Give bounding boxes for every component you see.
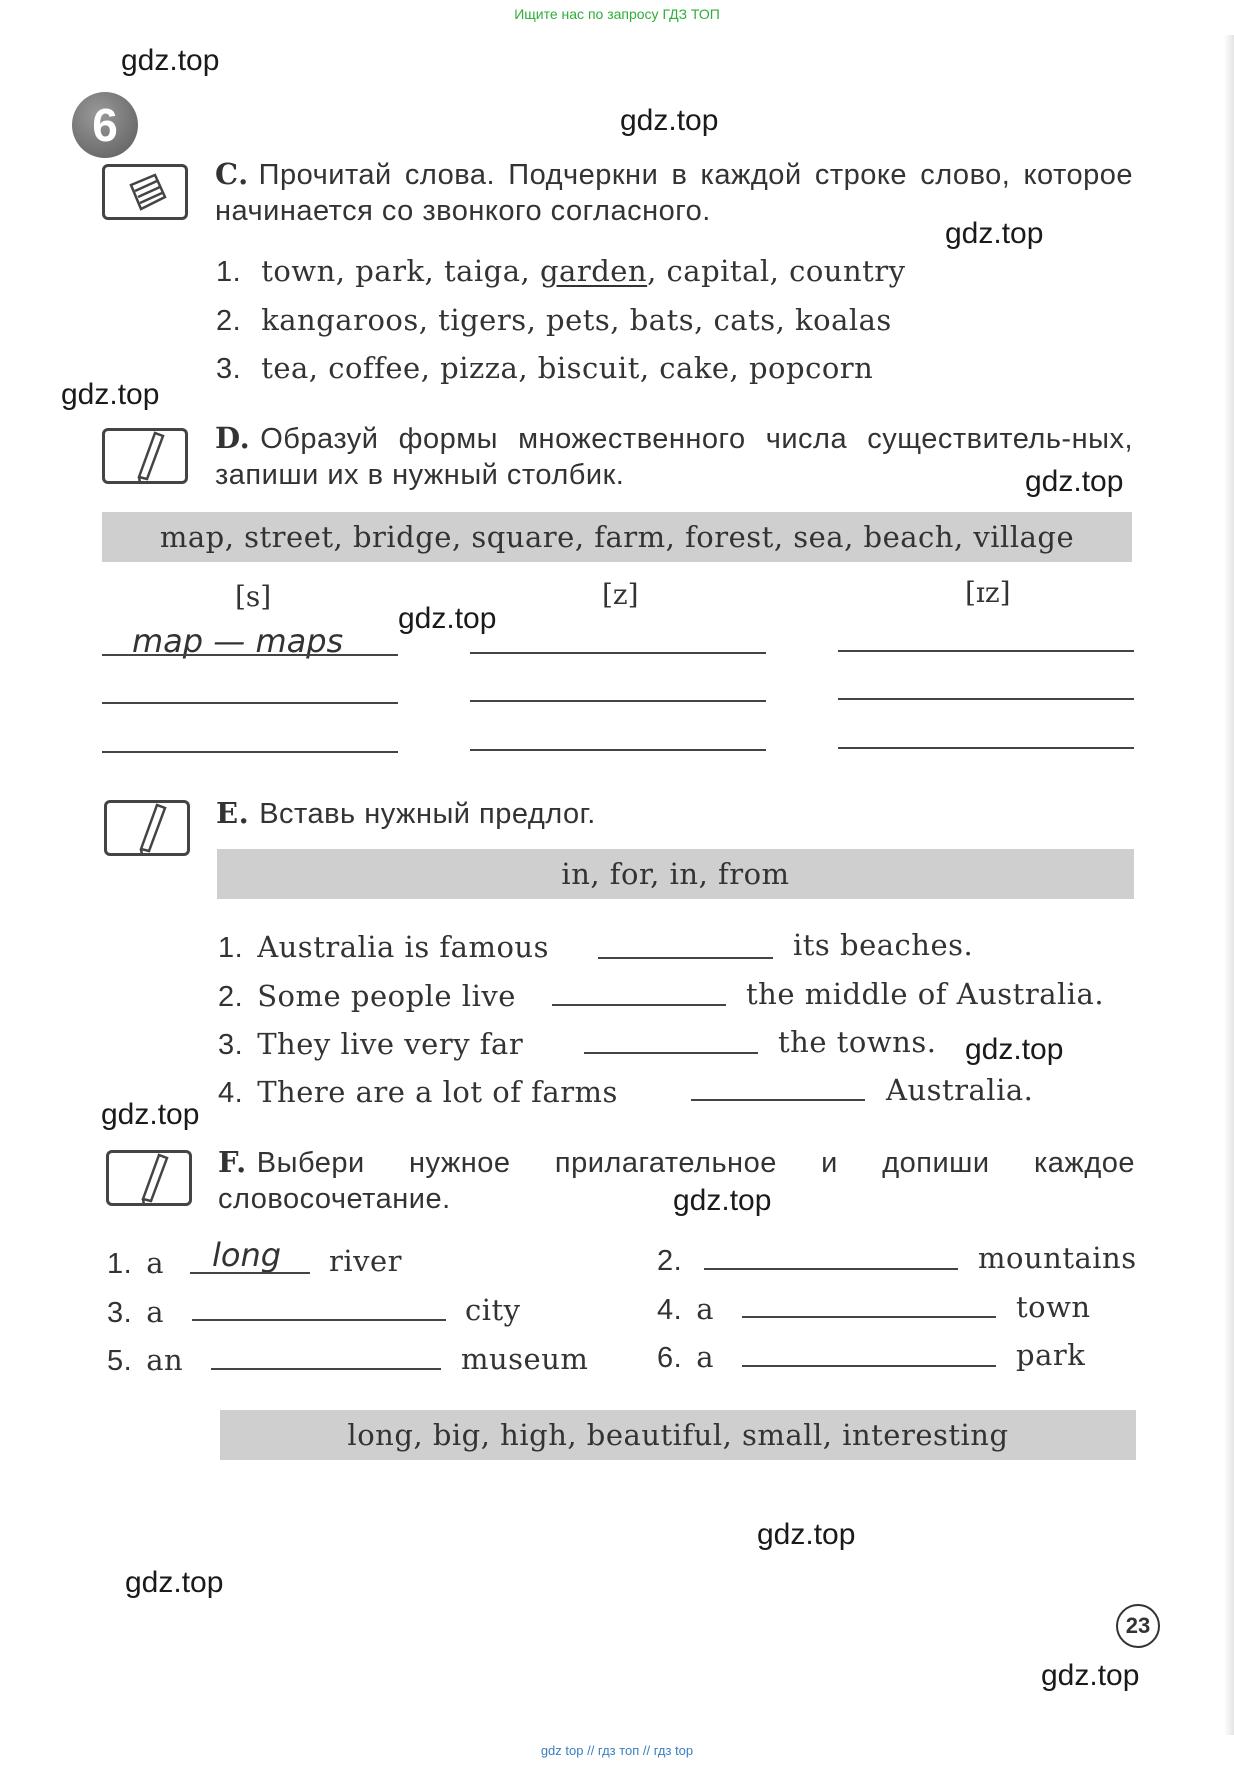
pencil-icon	[107, 803, 187, 853]
task-d-text: Образуй формы множественного числа существитель-ных, запиши их в нужный столбик.	[215, 423, 1133, 491]
task-c-row-2: 2. kangaroos, tigers, pets, bats, cats, koalas	[216, 303, 892, 337]
watermark: gdz.top	[673, 1184, 772, 1217]
answer-line[interactable]	[552, 1004, 726, 1006]
handwritten-answer: map — maps	[132, 622, 344, 660]
task-f-item-1: 1. a	[107, 1246, 164, 1280]
answer-line[interactable]	[742, 1316, 996, 1318]
unit-number-badge: 6	[72, 92, 138, 158]
watermark: gdz.top	[620, 104, 719, 137]
answer-line[interactable]	[691, 1099, 865, 1101]
task-f-item-2: 2.	[657, 1245, 683, 1277]
task-f-instruction	[218, 1144, 1135, 1217]
task-e-sentence-2: 2. Some people live	[218, 979, 516, 1013]
task-f-item-6-noun: park	[1016, 1338, 1086, 1372]
underlined-word: garden	[539, 254, 648, 288]
answer-line[interactable]	[838, 698, 1134, 700]
task-e-letter: E.	[216, 796, 250, 830]
task-f-item-4: 4. a	[657, 1292, 714, 1326]
task-f-item-5-noun: museum	[461, 1342, 589, 1376]
watermark: gdz.top	[945, 217, 1044, 250]
watermark: gdz.top	[101, 1098, 200, 1131]
task-c-row-3: 3. tea, coffee, pizza, biscuit, cake, popcorn	[216, 351, 874, 385]
answer-line[interactable]	[584, 1052, 758, 1054]
watermark: gdz.top	[61, 378, 160, 411]
watermark: gdz.top	[121, 44, 220, 77]
column-header-z: [z]	[602, 578, 639, 611]
answer-line[interactable]	[470, 700, 766, 702]
column-header-s: [s]	[235, 580, 272, 613]
answer-line[interactable]	[838, 650, 1134, 652]
task-f-letter: F.	[218, 1145, 247, 1179]
task-f-item-6: 6. a	[657, 1340, 714, 1374]
task-f-item-2-noun: mountains	[978, 1241, 1137, 1275]
header-note: Ищите нас по запросу ГДЗ ТОП	[514, 6, 720, 22]
footer-note: gdz top // гдз топ // гдз top	[540, 1743, 694, 1758]
answer-line[interactable]	[211, 1368, 441, 1370]
answer-line[interactable]	[102, 702, 398, 704]
task-e-sentence-3: 3. They live very far	[218, 1027, 524, 1061]
read-task-icon	[102, 164, 188, 220]
write-task-icon	[102, 428, 188, 484]
watermark: gdz.top	[1041, 1659, 1140, 1692]
task-d-instruction	[215, 420, 1133, 493]
answer-line[interactable]	[192, 1319, 446, 1321]
task-e-sentence-2-end: the middle of Australia.	[746, 977, 1105, 1011]
pencil-icon	[105, 431, 185, 481]
task-f-item-5: 5. an	[107, 1343, 184, 1377]
task-e-word-bank: in, for, in, from	[217, 849, 1134, 899]
task-e-sentence-1-end: its beaches.	[793, 928, 974, 962]
task-f-item-4-noun: town	[1016, 1290, 1091, 1324]
book-icon	[105, 167, 185, 217]
task-c-instruction	[215, 156, 1133, 229]
write-task-icon	[104, 800, 190, 856]
answer-line[interactable]	[838, 747, 1134, 749]
task-e-sentence-4-end: Australia.	[886, 1073, 1034, 1107]
task-e-sentence-3-end: the towns.	[778, 1025, 937, 1059]
answer-line[interactable]	[742, 1365, 996, 1367]
answer-line[interactable]	[190, 1272, 310, 1274]
answer-line[interactable]	[470, 652, 766, 654]
write-task-icon	[106, 1150, 192, 1206]
task-c-text: Прочитай слова. Подчеркни в каждой строке слово, которое начинается со звонкого согласного.	[215, 159, 1133, 227]
page-edge-shadow	[1224, 35, 1234, 1735]
answer-line[interactable]	[598, 957, 773, 959]
answer-line[interactable]	[102, 751, 398, 753]
page-number: 23	[1116, 1604, 1160, 1648]
watermark: gdz.top	[1025, 465, 1124, 498]
task-f-item-3-noun: city	[465, 1293, 521, 1327]
task-f-item-1-noun: river	[329, 1244, 403, 1278]
watermark: gdz.top	[125, 1566, 224, 1599]
answer-line[interactable]	[102, 654, 398, 656]
task-d-word-bank: map, street, bridge, square, farm, forest, sea, beach, village	[102, 512, 1132, 562]
pencil-icon	[109, 1153, 189, 1203]
column-header-iz: [ɪz]	[965, 576, 1011, 609]
watermark: gdz.top	[965, 1033, 1064, 1066]
answer-line[interactable]	[704, 1268, 958, 1270]
task-e-sentence-4: 4. There are a lot of farms	[218, 1075, 618, 1109]
task-e-instruction	[216, 795, 1116, 832]
watermark: gdz.top	[398, 602, 497, 635]
task-c-row-1: 1. town, park, taiga, garden, capital, country	[216, 254, 906, 288]
task-d-letter: D.	[215, 421, 251, 455]
task-f-word-bank: long, big, high, beautiful, small, interesting	[220, 1410, 1136, 1460]
task-e-sentence-1: 1. Australia is famous	[218, 930, 549, 964]
watermark: gdz.top	[757, 1518, 856, 1551]
task-e-text: Вставь нужный предлог.	[259, 798, 596, 830]
task-f-item-3: 3. a	[107, 1295, 164, 1329]
task-f-text: Выбери нужное прилагательное и допиши каждое словосочетание.	[218, 1147, 1135, 1215]
answer-line[interactable]	[470, 749, 766, 751]
task-c-letter: C.	[215, 157, 249, 191]
handwritten-answer: long	[212, 1236, 282, 1274]
